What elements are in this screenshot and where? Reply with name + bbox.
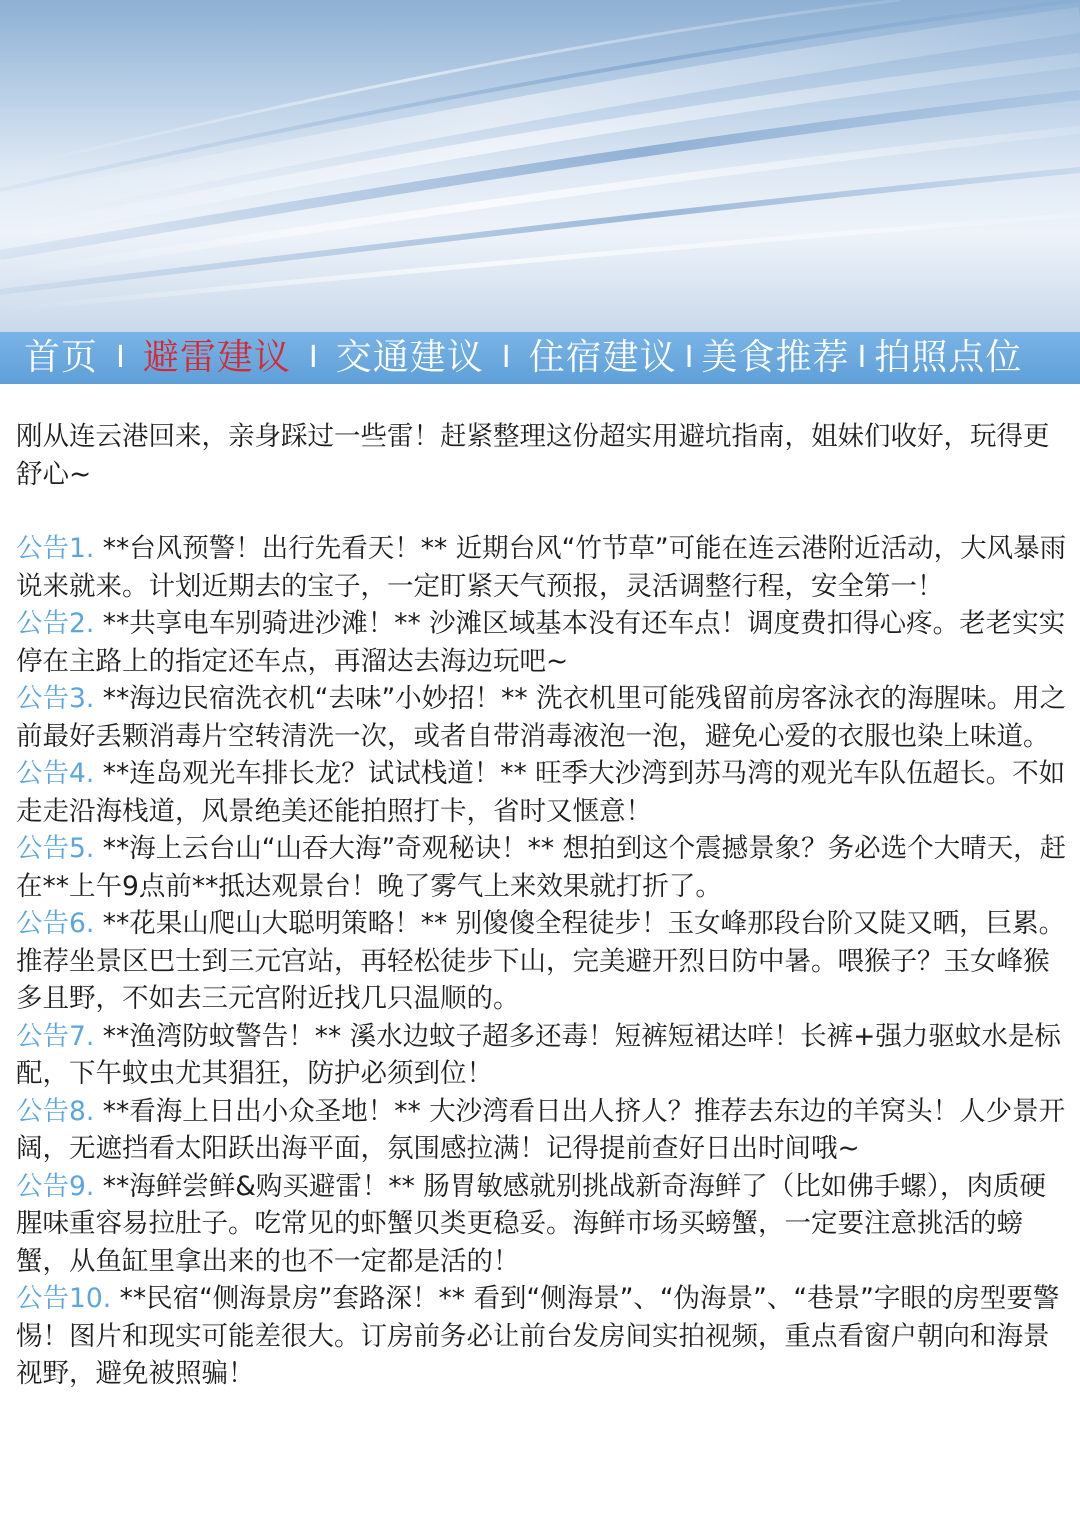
header-banner-image [0, 0, 1080, 332]
nav-bar [0, 332, 1080, 384]
notice-label: 公告10. [16, 1283, 112, 1314]
nav-item-lodging[interactable]: 住宿建议 [528, 337, 677, 378]
nav-separator: I [501, 340, 511, 375]
notice-label: 公告8. [16, 1095, 95, 1127]
notice-item [16, 1018, 1070, 1093]
nav-item-transport[interactable]: 交通建议 [335, 337, 484, 378]
notice-text: **渔湾防蚊警告！** 溪水边蚊子超多还毒！短裤短裙达咩！长裤+强力驱蚊水是标配，下午蚊虫尤其猖狂，防护必须到位！ [16, 1020, 1061, 1089]
notice-text: **海边民宿洗衣机“去味”小妙招！** 洗衣机里可能残留前房客泳衣的海腥味。用之前最好丢颗消毒片空转清洗一次，或者自带消毒液泡一泡，避免心爱的衣服也染上味道。 [16, 683, 1067, 752]
notice-label: 公告6. [16, 908, 95, 939]
light-streak-graphic [0, 0, 1080, 332]
notice-label: 公告2. [16, 608, 95, 639]
notice-item [16, 1093, 1070, 1168]
article-body [16, 418, 1070, 1393]
nav-separator: I [308, 340, 318, 375]
nav-item-food[interactable]: 美食推荐 [701, 337, 850, 378]
notice-label: 公告5. [16, 833, 95, 864]
notice-label: 公告1. [16, 533, 95, 564]
nav-separator: I [684, 340, 694, 375]
notice-text: **民宿“侧海景房”套路深！** 看到“侧海景”、“伪海景”、“巷景”字眼的房型要警惕！图片和现实可能差很大。订房前务必让前台发房间实拍视频，重点看窗户朝向和海景视野，避免被照骗！ [16, 1283, 1060, 1389]
intro-paragraph: 刚从连云港回来，亲身踩过一些雷！赶紧整理这份超实用避坑指南，姐妹们收好，玩得更舒心~ [16, 421, 1050, 490]
notice-item [16, 605, 1070, 680]
nav-item-photo-spots[interactable]: 拍照点位 [874, 337, 1023, 378]
notice-text: **共享电车别骑进沙滩！** 沙滩区域基本没有还车点！调度费扣得心疼。老老实实停在主路上的指定还车点，再溜达去海边玩吧~ [16, 608, 1066, 677]
notice-text: **海鲜尝鲜&购买避雷！** 肠胃敏感就别挑战新奇海鲜了（比如佛手螺），肉质硬腥味重容易拉肚子。吃常见的虾蟹贝类更稳妥。海鲜市场买螃蟹，一定要注意挑活的螃蟹，从鱼缸里拿出来的也不一定都是活的！ [16, 1170, 1047, 1277]
nav-item-home[interactable]: 首页 [24, 337, 99, 378]
notice-label: 公告3. [16, 683, 95, 714]
notice-label: 公告9. [16, 1170, 95, 1202]
notice-text: **海上云台山“山吞大海”奇观秘诀！** 想拍到这个震撼景象？务必选个大晴天，赶在**上午9点前**抵达观景台！晚了雾气上来效果就打折了。 [16, 833, 1067, 902]
notice-label: 公告7. [16, 1020, 95, 1052]
notice-item [16, 905, 1070, 1018]
notice-text: **花果山爬山大聪明策略！** 别傻傻全程徒步！玉女峰那段台阶又陡又晒，巨累。推荐坐景区巴士到三元宫站，再轻松徒步下山，完美避开烈日防中暑。喂猴子？玉女峰猴多且野，不如去三元宫附近找几只温顺的。 [16, 908, 1066, 1014]
nav-separator: I [857, 340, 867, 375]
notice-text: **看海上日出小众圣地！** 大沙湾看日出人挤人？推荐去东边的羊窝头！人少景开阔，无遮挡看太阳跃出海平面，氛围感拉满！记得提前查好日出时间哦~ [16, 1095, 1066, 1164]
notice-text: **台风预警！出行先看天！** 近期台风“竹节草”可能在连云港附近活动，大风暴雨说来就来。计划近期去的宝子，一定盯紧天气预报，灵活调整行程，安全第一！ [16, 533, 1067, 602]
notice-item [16, 1280, 1070, 1393]
notice-item [16, 680, 1070, 755]
nav-separator: I [116, 340, 125, 375]
notice-item [16, 755, 1070, 830]
notice-text: **连岛观光车排长龙？试试栈道！** 旺季大沙湾到苏马湾的观光车队伍超长。不如走走沿海栈道，风景绝美还能拍照打卡，省时又惬意！ [16, 758, 1066, 827]
notice-item [16, 530, 1070, 605]
notice-item [16, 1168, 1070, 1281]
notice-item [16, 830, 1070, 905]
notice-label: 公告4. [16, 758, 95, 789]
nav-item-avoid-pitfalls[interactable]: 避雷建议 [142, 337, 291, 378]
